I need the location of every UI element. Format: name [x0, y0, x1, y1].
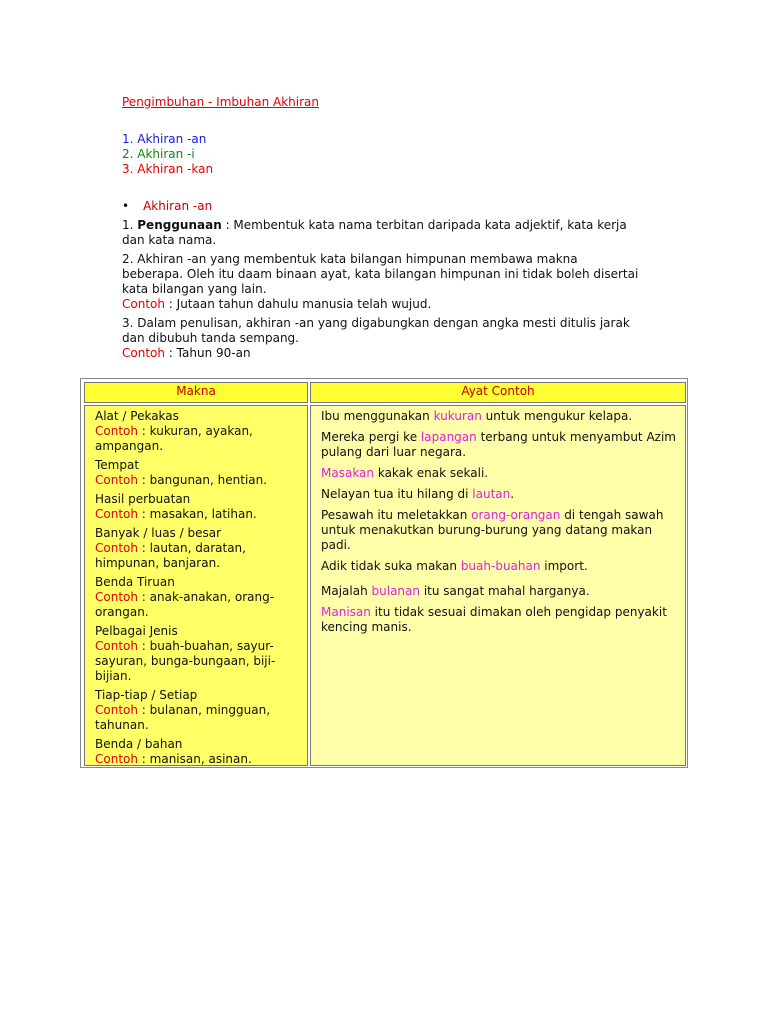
ayat-after: kakak enak sekali.: [374, 466, 489, 480]
ayat-highlight: Manisan: [321, 605, 371, 619]
section-heading: [122, 199, 212, 214]
ayat-after: terbang untuk menyambut Azim pulang dari luar negara.: [321, 430, 676, 459]
p3-text: 3. Dalam penulisan, akhiran -an yang digabungkan dengan angka mesti ditulis jarak dan dibubuh tanda sempang.: [122, 316, 630, 345]
paragraph-3: [122, 316, 642, 361]
toc-item-akhiran-an[interactable]: 1. Akhiran -an: [122, 132, 207, 146]
akhiran-table: [80, 378, 688, 768]
p3-contoh-label: Contoh: [122, 346, 165, 360]
ayat-highlight: buah-buahan: [460, 559, 541, 573]
ayat-sentence: [321, 559, 677, 574]
toc-item-akhiran-i[interactable]: 2. Akhiran -i: [122, 147, 195, 161]
contoh-text: : lautan, daratan, himpunan, banjaran.: [95, 541, 246, 570]
ayat-sentence: [321, 605, 677, 635]
makna-label: Benda Tiruan: [95, 575, 175, 589]
ayat-highlight: lautan: [472, 487, 511, 501]
contoh-label: Contoh: [95, 703, 138, 717]
p2-contoh-text: : Jutaan tahun dahulu manusia telah wujud.: [164, 297, 432, 311]
ayat-before: Adik tidak suka makan: [321, 559, 461, 573]
ayat-before: Majalah: [321, 584, 372, 598]
ayat-sentence: [321, 508, 677, 553]
p1-prefix: 1.: [122, 218, 138, 232]
ayat-after: untuk mengukur kelapa.: [481, 409, 633, 423]
ayat-before: Pesawah itu meletakkan: [321, 508, 472, 522]
ayat-after: .: [510, 487, 515, 501]
ayat-before: Ibu menggunakan: [321, 409, 434, 423]
makna-label: Tempat: [95, 458, 140, 472]
section-heading-text: Akhiran -an: [143, 199, 213, 213]
header-makna: Makna: [84, 382, 308, 403]
makna-item: [95, 492, 299, 522]
contoh-label: Contoh: [95, 424, 138, 438]
ayat-after: itu sangat mahal harganya.: [420, 584, 590, 598]
ayat-before: Nelayan tua itu hilang di: [321, 487, 473, 501]
contoh-label: Contoh: [95, 541, 138, 555]
contoh-text: : masakan, latihan.: [137, 507, 257, 521]
ayat-sentence: [321, 466, 677, 481]
makna-label: Banyak / luas / besar: [95, 526, 222, 540]
ayat-after: di tengah sawah untuk menakutkan burung-burung yang datang makan padi.: [321, 508, 664, 552]
ayat-after: itu tidak sesuai dimakan oleh pengidap penyakit kencing manis.: [321, 605, 667, 634]
contoh-text: : buah-buahan, sayur-sayuran, bunga-bungaan, biji-bijian.: [95, 639, 276, 683]
paragraph-1: [122, 218, 642, 248]
makna-item: [95, 526, 299, 571]
contoh-label: Contoh: [95, 639, 138, 653]
header-ayat-contoh: Ayat Contoh: [310, 382, 686, 403]
makna-label: Alat / Pekakas: [95, 409, 179, 423]
contoh-text: : anak-anakan, orang-orangan.: [95, 590, 275, 619]
makna-column: [84, 405, 308, 766]
bullet-icon: •: [122, 199, 130, 213]
contoh-label: Contoh: [95, 752, 138, 766]
ayat-highlight: lapangan: [420, 430, 477, 444]
contoh-text: : bulanan, mingguan, tahunan.: [95, 703, 271, 732]
page-title[interactable]: Pengimbuhan - Imbuhan Akhiran: [122, 95, 320, 109]
makna-item: [95, 409, 299, 454]
ayat-before: Mereka pergi ke: [321, 430, 421, 444]
paragraph-2: [122, 252, 642, 312]
ayat-highlight: kukuran: [433, 409, 482, 423]
makna-label: Tiap-tiap / Setiap: [95, 688, 198, 702]
ayat-after: import.: [540, 559, 588, 573]
contoh-label: Contoh: [95, 473, 138, 487]
ayat-column: [310, 405, 686, 766]
p1-bold: Penggunaan: [137, 218, 222, 232]
makna-item: [95, 575, 299, 620]
contoh-label: Contoh: [95, 507, 138, 521]
p2-text: 2. Akhiran -an yang membentuk kata bilangan himpunan membawa makna beberapa. Oleh itu daam binaan ayat, kata bilangan himpunan ini tidak boleh disertai kata bilangan yang lain.: [122, 252, 639, 296]
ayat-sentence: [321, 487, 677, 502]
makna-item: [95, 688, 299, 733]
contoh-text: : bangunan, hentian.: [137, 473, 268, 487]
ayat-highlight: orang-orangan: [471, 508, 561, 522]
contoh-text: : kukuran, ayakan, ampangan.: [95, 424, 253, 453]
toc-item-akhiran-kan[interactable]: 3. Akhiran -kan: [122, 162, 214, 176]
makna-label: Pelbagai Jenis: [95, 624, 178, 638]
p1-text: : Membentuk kata nama terbitan daripada kata adjektif, kata kerja dan kata nama.: [122, 218, 627, 247]
contoh-label: Contoh: [95, 590, 138, 604]
ayat-sentence: [321, 584, 677, 599]
makna-item: [95, 737, 299, 767]
toc-list: [122, 132, 213, 177]
makna-label: Benda / bahan: [95, 737, 183, 751]
ayat-sentence: [321, 430, 677, 460]
p3-contoh-text: : Tahun 90-an: [164, 346, 251, 360]
ayat-highlight: Masakan: [321, 466, 375, 480]
ayat-sentence: [321, 409, 677, 424]
makna-label: Hasil perbuatan: [95, 492, 191, 506]
contoh-text: : manisan, asinan.: [137, 752, 252, 766]
ayat-highlight: bulanan: [371, 584, 420, 598]
makna-item: [95, 624, 299, 684]
p2-contoh-label: Contoh: [122, 297, 165, 311]
makna-item: [95, 458, 299, 488]
